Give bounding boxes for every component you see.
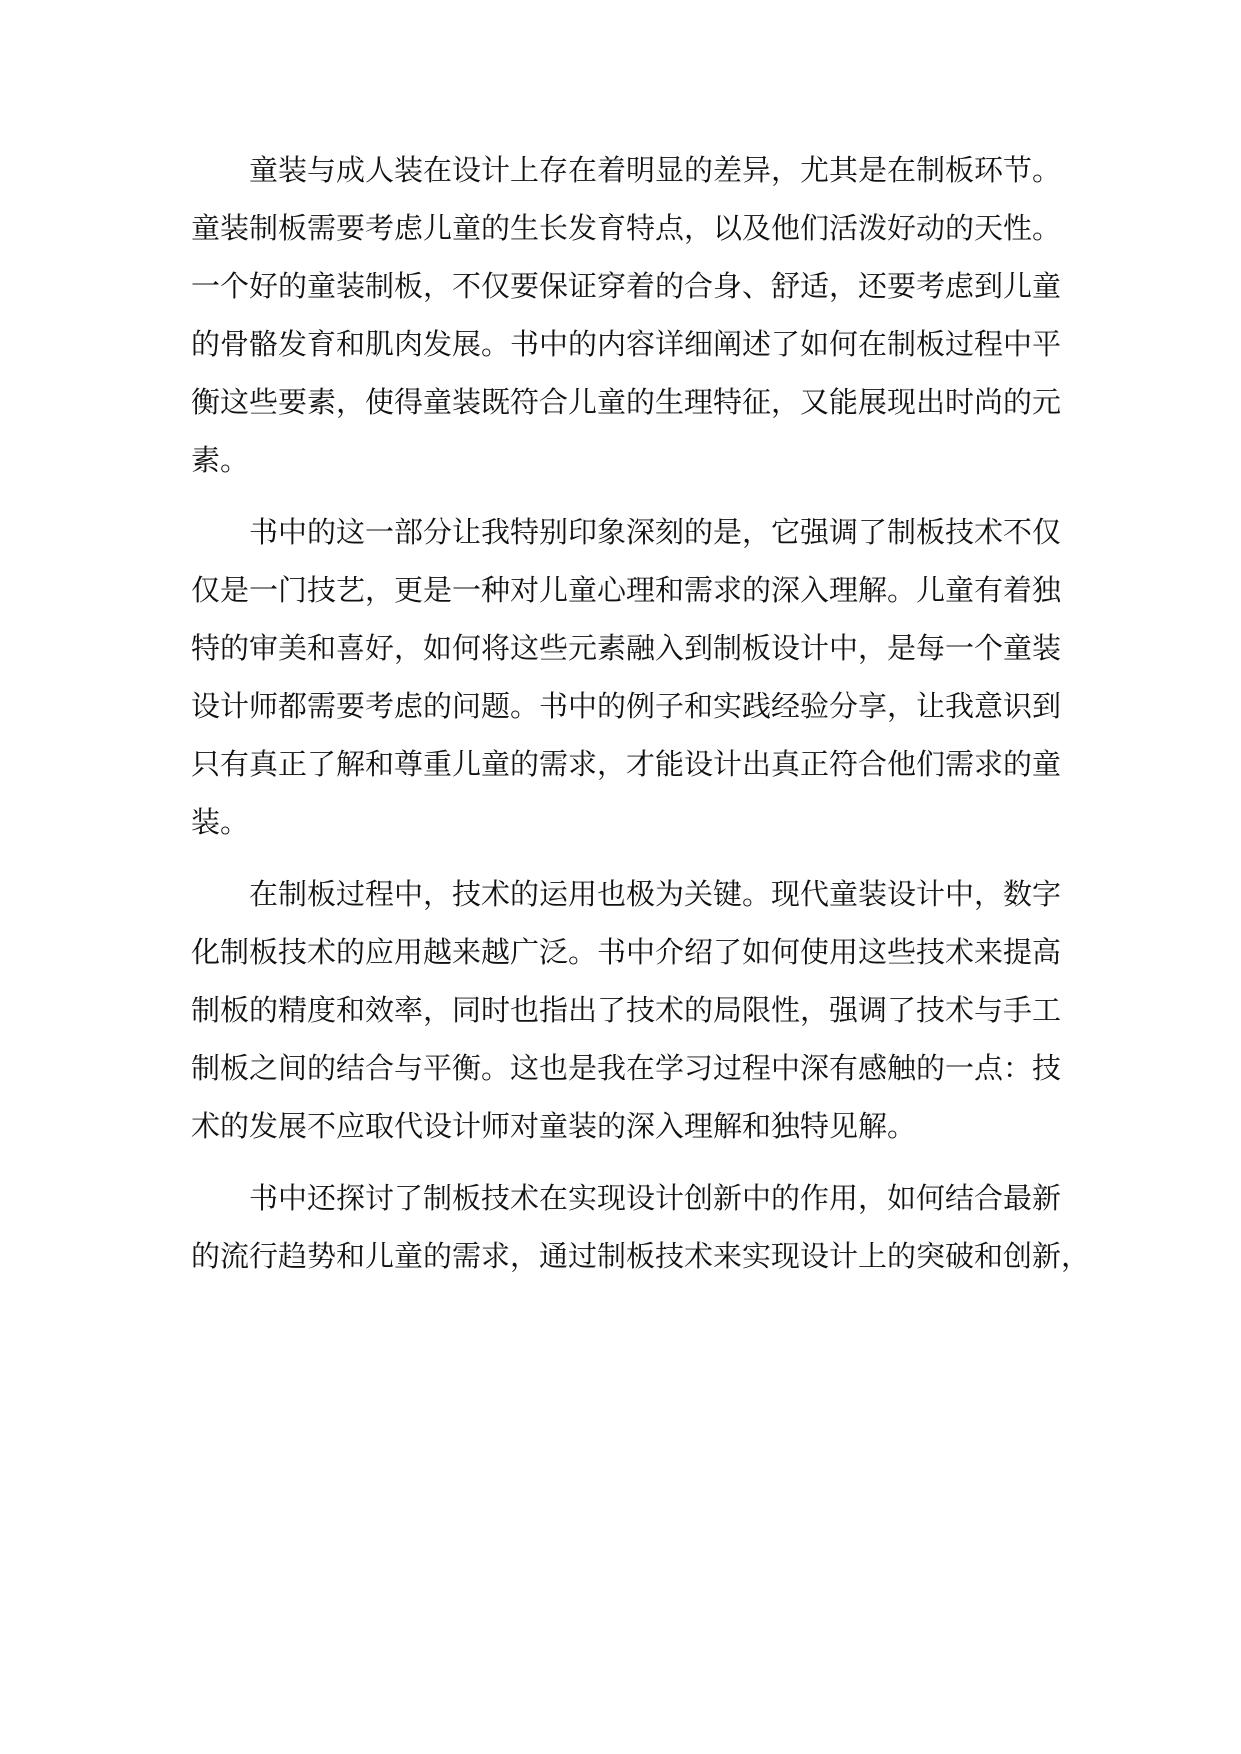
paragraph-2-line-4: 设计师都需要考虑的问题。书中的例子和实践经验分享，让我意识到 <box>191 689 1062 723</box>
paragraph-3-line-1: 在制板过程中，技术的运用也极为关键。现代童装设计中，数字 <box>249 877 1062 911</box>
paragraph-1-line-6: 素。 <box>191 443 250 477</box>
paragraph-3 <box>191 865 1061 1155</box>
paragraph-1-line-5: 衡这些要素，使得童装既符合儿童的生理特征，又能展现出时尚的元 <box>191 385 1062 419</box>
paragraph-2-line-5: 只有真正了解和尊重儿童的需求，才能设计出真正符合他们需求的童 <box>191 747 1062 781</box>
paragraph-4 <box>191 1169 1091 1285</box>
paragraph-2-line-6: 装。 <box>191 805 250 839</box>
paragraph-4-line-2: 的流行趋势和儿童的需求，通过制板技术来实现设计上的突破和创新， <box>191 1239 1091 1273</box>
paragraph-1-line-3: 一个好的童装制板，不仅要保证穿着的合身、舒适，还要考虑到儿童 <box>191 269 1062 303</box>
paragraph-3-line-3: 制板的精度和效率，同时也指出了技术的局限性，强调了技术与手工 <box>191 993 1062 1027</box>
paragraph-2-line-2: 仅是一门技艺，更是一种对儿童心理和需求的深入理解。儿童有着独 <box>191 573 1062 607</box>
paragraph-3-line-2: 化制板技术的应用越来越广泛。书中介绍了如何使用这些技术来提高 <box>191 935 1062 969</box>
paragraph-2 <box>191 503 1061 851</box>
paragraph-2-line-3: 特的审美和喜好，如何将这些元素融入到制板设计中，是每一个童装 <box>191 631 1062 665</box>
paragraph-4-line-1: 书中还探讨了制板技术在实现设计创新中的作用，如何结合最新 <box>249 1181 1062 1215</box>
paragraph-3-line-4: 制板之间的结合与平衡。这也是我在学习过程中深有感触的一点：技 <box>191 1051 1062 1085</box>
paragraph-1-line-4: 的骨骼发育和肌肉发展。书中的内容详细阐述了如何在制板过程中平 <box>191 327 1062 361</box>
paragraph-3-line-5: 术的发展不应取代设计师对童装的深入理解和独特见解。 <box>191 1109 917 1143</box>
paragraph-2-line-1: 书中的这一部分让我特别印象深刻的是，它强调了制板技术不仅 <box>249 515 1062 549</box>
paragraph-1-line-1: 童装与成人装在设计上存在着明显的差异，尤其是在制板环节。 <box>249 153 1062 187</box>
paragraph-1-line-2: 童装制板需要考虑儿童的生长发育特点，以及他们活泼好动的天性。 <box>191 211 1062 245</box>
document-body <box>191 141 1091 1285</box>
paragraph-1 <box>191 141 1061 489</box>
